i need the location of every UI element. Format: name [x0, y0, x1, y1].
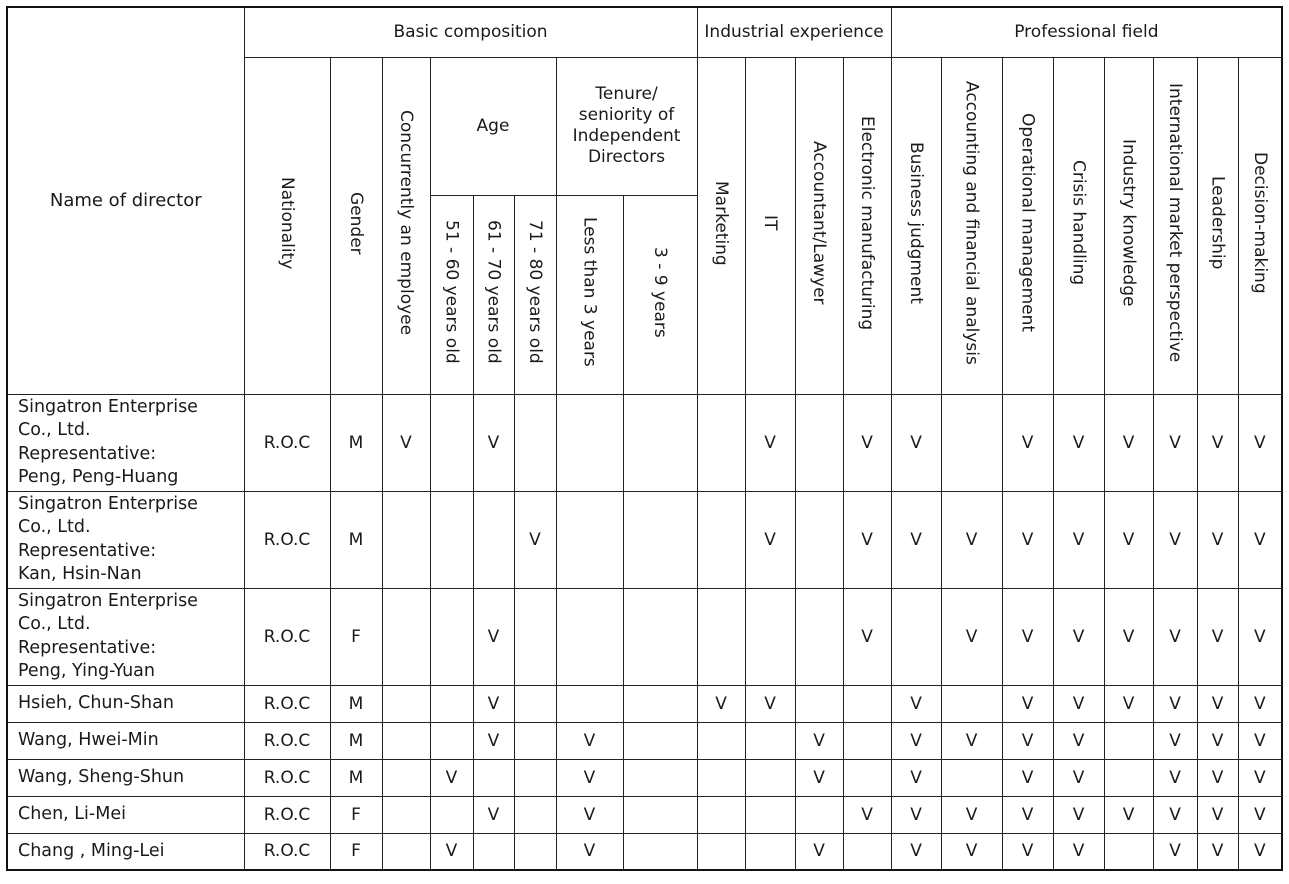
director-name-cell — [7, 394, 244, 491]
check-mark-cell: V — [473, 722, 514, 759]
check-mark-cell — [556, 588, 623, 685]
check-mark-cell: V — [1053, 588, 1104, 685]
operational-management-header: Operational management — [1002, 57, 1053, 394]
check-mark-cell — [623, 833, 697, 870]
table-row — [7, 722, 1282, 759]
director-name-line: Representative: — [18, 637, 157, 658]
check-mark-cell — [941, 685, 1002, 722]
check-mark-cell — [623, 759, 697, 796]
director-name-line: Wang, Hwei-Min — [18, 729, 159, 750]
check-mark-cell: V — [556, 722, 623, 759]
gender-cell: M — [330, 394, 382, 491]
check-mark-cell — [697, 588, 745, 685]
check-mark-cell: V — [891, 491, 941, 588]
director-name-cell — [7, 833, 244, 870]
check-mark-cell — [382, 796, 430, 833]
nationality-cell: R.O.C — [244, 833, 330, 870]
check-mark-cell: V — [1053, 722, 1104, 759]
check-mark-cell — [556, 491, 623, 588]
director-name-line: Peng, Peng-Huang — [18, 467, 179, 487]
check-mark-cell: V — [843, 491, 891, 588]
check-mark-cell: V — [891, 394, 941, 491]
check-mark-cell — [941, 759, 1002, 796]
gender-cell: M — [330, 491, 382, 588]
table-row — [7, 796, 1282, 833]
check-mark-cell: V — [1153, 588, 1197, 685]
international-perspective-header: International market perspective — [1153, 57, 1197, 394]
director-name-line: Peng, Ying-Yuan — [18, 661, 155, 681]
check-mark-cell: V — [1002, 685, 1053, 722]
check-mark-cell — [556, 685, 623, 722]
check-mark-cell: V — [1153, 685, 1197, 722]
check-mark-cell — [941, 394, 1002, 491]
check-mark-cell — [795, 685, 843, 722]
check-mark-cell: V — [1002, 796, 1053, 833]
check-mark-cell: V — [1002, 394, 1053, 491]
check-mark-cell: V — [1153, 796, 1197, 833]
director-name-line: Chang , Ming-Lei — [18, 840, 165, 861]
marketing-header: Marketing — [697, 57, 745, 394]
nationality-cell: R.O.C — [244, 394, 330, 491]
check-mark-cell — [795, 588, 843, 685]
electronic-manufacturing-header: Electronic manufacturing — [843, 57, 891, 394]
check-mark-cell — [891, 588, 941, 685]
check-mark-cell: V — [941, 796, 1002, 833]
nationality-cell: R.O.C — [244, 722, 330, 759]
check-mark-cell: V — [941, 722, 1002, 759]
check-mark-cell: V — [843, 588, 891, 685]
check-mark-cell — [430, 685, 473, 722]
check-mark-cell — [697, 722, 745, 759]
check-mark-cell — [430, 588, 473, 685]
check-mark-cell: V — [1053, 394, 1104, 491]
director-name-line: Chen, Li-Mei — [18, 803, 126, 824]
check-mark-cell — [514, 685, 556, 722]
check-mark-cell — [623, 722, 697, 759]
check-mark-cell — [430, 491, 473, 588]
check-mark-cell: V — [1197, 588, 1238, 685]
check-mark-cell: V — [473, 394, 514, 491]
check-mark-cell: V — [843, 394, 891, 491]
check-mark-cell — [745, 722, 795, 759]
check-mark-cell: V — [382, 394, 430, 491]
check-mark-cell: V — [1197, 491, 1238, 588]
check-mark-cell: V — [941, 491, 1002, 588]
check-mark-cell — [623, 685, 697, 722]
it-header: IT — [745, 57, 795, 394]
age-51-60-header: 51 - 60 years old — [430, 195, 473, 394]
check-mark-cell — [473, 833, 514, 870]
director-name-line: Representative: — [18, 443, 157, 464]
industrial-experience-header: Industrial experience — [697, 7, 891, 57]
check-mark-cell: V — [1104, 685, 1153, 722]
check-mark-cell — [795, 394, 843, 491]
check-mark-cell: V — [1197, 833, 1238, 870]
check-mark-cell: V — [1002, 491, 1053, 588]
board-diversity-table — [6, 6, 1283, 871]
basic-composition-header: Basic composition — [244, 7, 697, 57]
director-name-line: Co., Ltd. — [18, 517, 91, 537]
industry-knowledge-header: Industry knowledge — [1104, 57, 1153, 394]
name-header: Name of director — [7, 7, 244, 394]
check-mark-cell — [623, 588, 697, 685]
table-row — [7, 759, 1282, 796]
gender-cell: F — [330, 833, 382, 870]
check-mark-cell — [745, 759, 795, 796]
table-row — [7, 833, 1282, 870]
employee-header: Concurrently an employee — [382, 57, 430, 394]
business-judgment-header: Business judgment — [891, 57, 941, 394]
check-mark-cell — [745, 588, 795, 685]
check-mark-cell: V — [891, 759, 941, 796]
nationality-cell: R.O.C — [244, 759, 330, 796]
tenure-lt3-header: Less than 3 years — [556, 195, 623, 394]
check-mark-cell — [697, 759, 745, 796]
check-mark-cell — [1104, 833, 1153, 870]
check-mark-cell: V — [1053, 685, 1104, 722]
director-name-cell — [7, 588, 244, 685]
age-header: Age — [430, 57, 556, 195]
check-mark-cell — [795, 796, 843, 833]
check-mark-cell — [514, 588, 556, 685]
director-name-line: Singatron Enterprise — [18, 590, 198, 611]
director-name-line: Wang, Sheng-Shun — [18, 766, 185, 787]
check-mark-cell: V — [1053, 833, 1104, 870]
check-mark-cell: V — [1002, 722, 1053, 759]
check-mark-cell: V — [1153, 722, 1197, 759]
check-mark-cell: V — [795, 759, 843, 796]
accounting-analysis-header: Accounting and financial analysis — [941, 57, 1002, 394]
check-mark-cell: V — [1238, 722, 1282, 759]
check-mark-cell: V — [1238, 588, 1282, 685]
check-mark-cell: V — [1153, 491, 1197, 588]
check-mark-cell: V — [1053, 491, 1104, 588]
check-mark-cell — [514, 394, 556, 491]
check-mark-cell: V — [795, 833, 843, 870]
check-mark-cell — [623, 491, 697, 588]
check-mark-cell: V — [1104, 394, 1153, 491]
director-name-line: Co., Ltd. — [18, 614, 91, 634]
check-mark-cell: V — [891, 833, 941, 870]
director-name-line: Singatron Enterprise — [18, 493, 198, 514]
age-71-80-header: 71 - 80 years old — [514, 195, 556, 394]
check-mark-cell — [556, 394, 623, 491]
check-mark-cell — [430, 722, 473, 759]
check-mark-cell — [1104, 722, 1153, 759]
check-mark-cell — [843, 685, 891, 722]
accountant-lawyer-header: Accountant/Lawyer — [795, 57, 843, 394]
check-mark-cell: V — [1238, 685, 1282, 722]
director-name-line: Kan, Hsin-Nan — [18, 564, 142, 584]
check-mark-cell — [382, 588, 430, 685]
check-mark-cell: V — [1002, 833, 1053, 870]
check-mark-cell — [382, 685, 430, 722]
check-mark-cell: V — [1104, 491, 1153, 588]
check-mark-cell: V — [1153, 759, 1197, 796]
check-mark-cell — [697, 394, 745, 491]
check-mark-cell: V — [1153, 394, 1197, 491]
header-row-groups — [7, 7, 1282, 57]
check-mark-cell: V — [891, 796, 941, 833]
check-mark-cell: V — [1238, 759, 1282, 796]
age-61-70-header: 61 - 70 years old — [473, 195, 514, 394]
director-name-cell — [7, 722, 244, 759]
check-mark-cell — [514, 722, 556, 759]
check-mark-cell — [795, 491, 843, 588]
check-mark-cell: V — [745, 394, 795, 491]
check-mark-cell: V — [745, 685, 795, 722]
check-mark-cell: V — [697, 685, 745, 722]
decision-making-header: Decision-making — [1238, 57, 1282, 394]
check-mark-cell — [843, 759, 891, 796]
director-name-line: Hsieh, Chun-Shan — [18, 692, 174, 713]
check-mark-cell — [843, 833, 891, 870]
nationality-cell: R.O.C — [244, 491, 330, 588]
gender-cell: F — [330, 796, 382, 833]
director-name-cell — [7, 491, 244, 588]
check-mark-cell: V — [1238, 394, 1282, 491]
nationality-header: Nationality — [244, 57, 330, 394]
check-mark-cell — [623, 796, 697, 833]
check-mark-cell: V — [1197, 722, 1238, 759]
nationality-cell: R.O.C — [244, 796, 330, 833]
check-mark-cell — [382, 491, 430, 588]
table-body — [7, 394, 1282, 870]
check-mark-cell — [382, 833, 430, 870]
check-mark-cell: V — [941, 833, 1002, 870]
check-mark-cell: V — [1104, 796, 1153, 833]
check-mark-cell: V — [1153, 833, 1197, 870]
check-mark-cell — [697, 833, 745, 870]
director-name-line: Co., Ltd. — [18, 420, 91, 440]
check-mark-cell — [623, 394, 697, 491]
check-mark-cell — [745, 796, 795, 833]
check-mark-cell: V — [1197, 685, 1238, 722]
check-mark-cell: V — [745, 491, 795, 588]
check-mark-cell — [430, 394, 473, 491]
director-name-line: Singatron Enterprise — [18, 396, 198, 417]
check-mark-cell — [697, 796, 745, 833]
gender-cell: F — [330, 588, 382, 685]
check-mark-cell — [473, 491, 514, 588]
director-name-cell — [7, 796, 244, 833]
check-mark-cell: V — [891, 685, 941, 722]
check-mark-cell: V — [1197, 394, 1238, 491]
check-mark-cell: V — [1238, 491, 1282, 588]
check-mark-cell — [697, 491, 745, 588]
nationality-cell: R.O.C — [244, 685, 330, 722]
check-mark-cell: V — [514, 491, 556, 588]
director-name-line: Representative: — [18, 540, 157, 561]
check-mark-cell — [382, 722, 430, 759]
check-mark-cell — [382, 759, 430, 796]
check-mark-cell — [843, 722, 891, 759]
check-mark-cell — [514, 833, 556, 870]
leadership-header: Leadership — [1197, 57, 1238, 394]
check-mark-cell: V — [556, 833, 623, 870]
check-mark-cell: V — [891, 722, 941, 759]
table-row — [7, 685, 1282, 722]
tenure-3-9-header: 3 - 9 years — [623, 195, 697, 394]
tenure-header: Tenure/ seniority of Independent Directors — [556, 57, 697, 195]
check-mark-cell: V — [1104, 588, 1153, 685]
check-mark-cell: V — [1197, 759, 1238, 796]
nationality-cell: R.O.C — [244, 588, 330, 685]
table-row — [7, 491, 1282, 588]
check-mark-cell: V — [1197, 796, 1238, 833]
check-mark-cell: V — [1053, 796, 1104, 833]
check-mark-cell: V — [556, 759, 623, 796]
professional-field-header: Professional field — [891, 7, 1282, 57]
table-row — [7, 588, 1282, 685]
check-mark-cell: V — [473, 796, 514, 833]
gender-header: Gender — [330, 57, 382, 394]
check-mark-cell: V — [941, 588, 1002, 685]
check-mark-cell — [514, 759, 556, 796]
check-mark-cell: V — [430, 833, 473, 870]
check-mark-cell: V — [430, 759, 473, 796]
check-mark-cell — [745, 833, 795, 870]
check-mark-cell: V — [556, 796, 623, 833]
gender-cell: M — [330, 722, 382, 759]
check-mark-cell: V — [473, 588, 514, 685]
check-mark-cell: V — [843, 796, 891, 833]
gender-cell: M — [330, 685, 382, 722]
table-row — [7, 394, 1282, 491]
check-mark-cell: V — [795, 722, 843, 759]
check-mark-cell: V — [473, 685, 514, 722]
check-mark-cell: V — [1238, 833, 1282, 870]
director-name-cell — [7, 759, 244, 796]
check-mark-cell — [514, 796, 556, 833]
check-mark-cell — [430, 796, 473, 833]
gender-cell: M — [330, 759, 382, 796]
check-mark-cell: V — [1053, 759, 1104, 796]
check-mark-cell: V — [1002, 588, 1053, 685]
director-name-cell — [7, 685, 244, 722]
check-mark-cell: V — [1238, 796, 1282, 833]
check-mark-cell — [473, 759, 514, 796]
crisis-handling-header: Crisis handling — [1053, 57, 1104, 394]
check-mark-cell: V — [1002, 759, 1053, 796]
check-mark-cell — [1104, 759, 1153, 796]
